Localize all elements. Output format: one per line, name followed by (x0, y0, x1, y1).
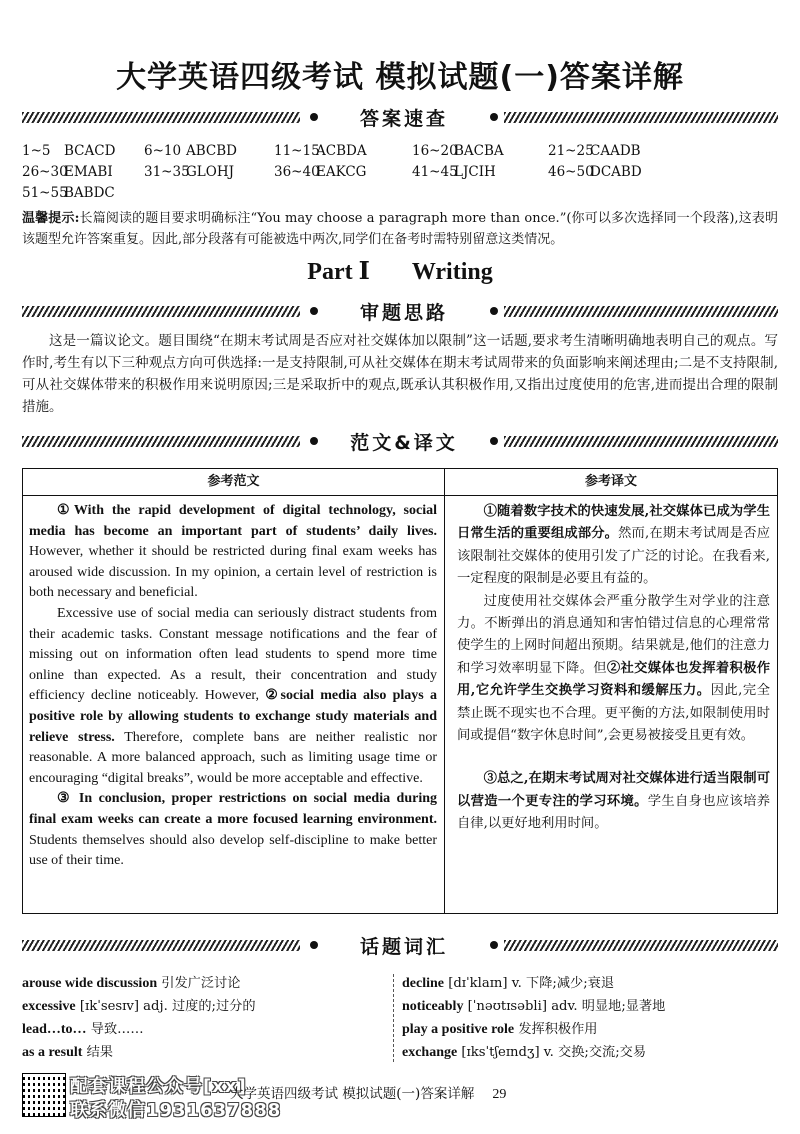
answer-key (22, 143, 782, 206)
section-header-vocab (22, 932, 778, 962)
vocab-item: exchange [ɪksˈtʃeɪndʒ] v. 交换;交流;交易 (402, 1045, 647, 1060)
english-essay (29, 501, 437, 872)
section-header-answers (22, 104, 778, 134)
column-divider (444, 469, 445, 913)
watermark-line: 配套课程公众号[xx] (70, 1076, 247, 1097)
essay-paragraph: Excessive use of social media can seriously distract students from their academic tasks. Constant message notifications and the fear of missing out on information often lead students to spend more time online than expected. As a result, their concentration and study efficiency decline noticeably. However, ②social media also plays a positive role by allowing students to exchange study materials and relieve stress. Therefore, complete bans are neither realistic nor reasonable. A more balanced approach, such as limiting usage time or encouraging “digital breaks”, would be more acceptable and effective. (29, 605, 437, 786)
page-number: 29 (492, 1087, 507, 1102)
zh-column-header: 参考译文 (445, 469, 777, 496)
reference-table (22, 468, 778, 914)
answer-row (22, 164, 782, 185)
answer-item: 51~55BABDC (22, 185, 115, 201)
page-footer (230, 1082, 506, 1103)
essay-paragraph: ③ In conclusion, proper restrictions on social media during final exam weeks can create a more focused learning environment. Students themselves should also develop self-discipline to make better use of their time. (29, 791, 437, 869)
answer-item: 16~20BACBA (412, 143, 504, 159)
answer-item: 1~5 BCACD (22, 143, 116, 159)
section-title: 范文&译文 (350, 432, 458, 454)
answer-row (22, 143, 782, 164)
answer-item: 41~45LJCIH (412, 164, 496, 180)
translation-paragraph: 过度使用社交媒体会严重分散学生对学业的注意力。不断弹出的消息通知和害怕错过信息的心理常常使学生的上网时间超出预期。结果就是,他们的注意力和学习效率明显下降。但②社交媒体也发挥着积极作用,它允许学生交换学习资料和缓解压力。因此,完全禁止既不现实也不合理。更平衡的方法,如限制使用时间或提倡“数字休息时间”,会更易被接受且更有效。 (457, 593, 771, 744)
section-title: 审题思路 (359, 302, 448, 324)
answer-item: 46~50DCABD (548, 164, 642, 180)
watermark-line: 联系微信1931637888 (70, 1100, 282, 1121)
essay-paragraph: ①With the rapid development of digital technology, social media has become an important part of students’ daily lives. However, whether it should be restricted during final exam weeks has aroused wide discussion. In my opinion, a certain level of restriction is both necessary and beneficial. (29, 503, 437, 601)
translation-paragraph: ①随着数字技术的快速发展,社交媒体已成为学生日常生活的重要组成部分。然而,在期末考试周是否应该限制社交媒体的使用引发了广泛的讨论。在我看来,一定程度的限制是必要且有益的。 (457, 504, 771, 587)
vocab-item: decline [dɪˈklaɪn] v. 下降;减少;衰退 (402, 976, 615, 991)
answer-item: 31~35GLOHJ (144, 164, 235, 180)
answer-row (22, 185, 782, 206)
section-title: 答案速查 (359, 108, 448, 130)
vocab-item: as a result 结果 (22, 1045, 113, 1060)
vocab-item: lead…to… 导致…… (22, 1022, 144, 1037)
answer-item: 21~25CAADB (548, 143, 641, 159)
vocab-item: play a positive role 发挥积极作用 (402, 1022, 598, 1037)
page-title: 大学英语四级考试 模拟试题(一)答案详解 (116, 60, 684, 95)
vocab-item: arouse wide discussion 引发广泛讨论 (22, 976, 241, 991)
vocab-item: noticeably [ˈnəʊtɪsəbli] adv. 明显地;显著地 (402, 999, 666, 1014)
vocab-list-left (22, 972, 388, 1064)
section-title: 话题词汇 (359, 936, 448, 958)
answer-item: 26~30EMABI (22, 164, 113, 180)
en-column-header: 参考范文 (23, 469, 444, 496)
tip-paragraph (22, 208, 778, 250)
tip-text: 长篇阅读的题目要求明确标注“You may choose a paragraph more than once.”(你可以多次选择同一个段落),这表明该题型允许答案重复。因此,部分段落有可能被选中两次,同学们在备考时需特别留意这类情况。 (22, 211, 778, 247)
footer-text: 大学英语四级考试 模拟试题(一)答案详解 (230, 1086, 475, 1102)
vocab-list-right (402, 972, 778, 1064)
answer-item: 6~10 ABCBD (144, 143, 237, 159)
chinese-translation (457, 501, 770, 836)
section-header-essay (22, 428, 778, 458)
translation-paragraph: ③总之,在期末考试周对社交媒体进行适当限制可以营造一个更专注的学习环境。学生自身也应该培养自律,以更好地利用时间。 (457, 771, 771, 832)
tip-label: 温馨提示: (22, 211, 80, 226)
part-heading: Part Ⅰ Writing (307, 259, 493, 285)
answer-item: 36~40EAKCG (274, 164, 367, 180)
vocab-item: excessive [ɪkˈsesɪv] adj. 过度的;过分的 (22, 999, 256, 1014)
answer-item: 11~15ACBDA (274, 143, 367, 159)
vocab-divider (393, 974, 394, 1062)
analysis-paragraph: 这是一篇议论文。题目围绕“在期末考试周是否应对社交媒体加以限制”这一话题,要求考生清晰明确地表明自己的观点。写作时,考生有以下三种观点方向可供选择:一是支持限制,可从社交媒体在期末考试周带来的负面影响来阐述理由;二是不支持限制,可从社交媒体带来的积极作用来说明原因;三是采取折中的观点,既承认其积极作用,又指出过度使用的危害,进而提出合理的限制措施。 (22, 333, 778, 415)
qr-code-icon (22, 1073, 66, 1117)
section-header-analysis (22, 298, 778, 328)
